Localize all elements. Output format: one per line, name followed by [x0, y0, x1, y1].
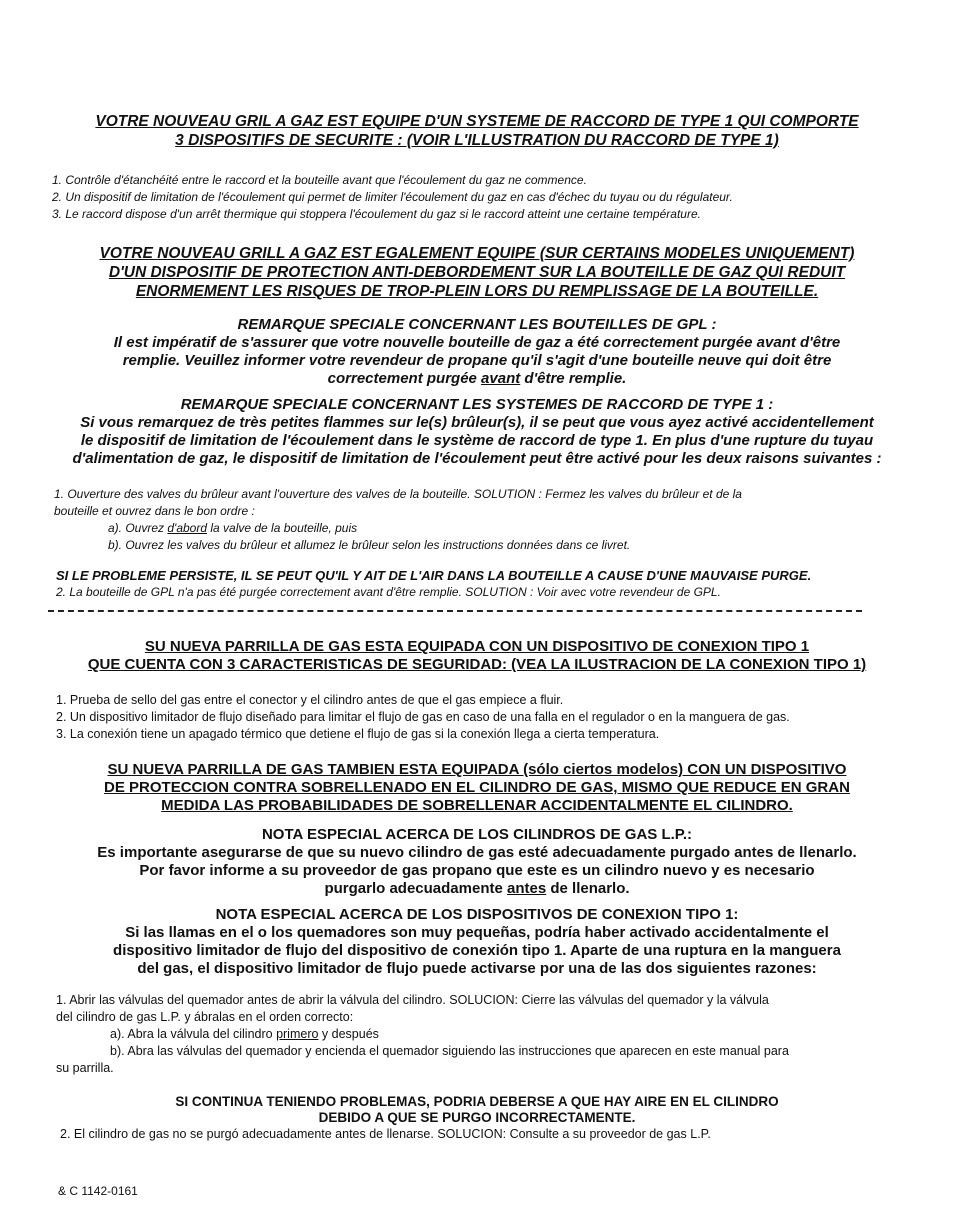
document-code: & C 1142-0161 [58, 1184, 138, 1198]
fr-persist-warning: SI LE PROBLEME PERSISTE, IL SE PEUT QU'IL Y AIT DE L'AIR DANS LA BOUTEILLE A CAUSE D'UNE MAUVAISE PURGE. 2. La bouteille de GPL n'a pas été purgée correctement avant d'être remplie. SOLUTION : Voir avec votre revendeur de GPL. [56, 568, 812, 599]
list-item: 2. Un dispositif de limitation de l'écoulement qui permet de limiter l'écoulement du gaz en cas d'échec du tuyau ou du régulateur. [52, 190, 733, 204]
note-heading: NOTA ESPECIAL ACERCA DE LOS DISPOSITIVOS DE CONEXION TIPO 1: [215, 906, 739, 923]
fr-overfill-title: VOTRE NOUVEAU GRILL A GAZ EST EGALEMENT EQUIPE (SUR CERTAINS MODELES UNIQUEMENT) D'UN DISPOSITIF DE PROTECTION ANTI-DEBORDEMENT SUR LA BOUTEILLE DE GAZ QUI REDUIT ENORMEMENT LES RISQUES DE TROP-PLEIN LORS DU REMPLISSAGE DE LA BOUTEILLE. [99, 245, 855, 300]
es-reason-1: 1. Abrir las válvulas del quemador antes de abrir la válvula del cilindro. SOLUCION: Cierre las válvulas del quemador y la válvula del cilindro de gas L.P. y ábralas en el orden correcto: a). Abra la válvula del cilindro primero y después b). Abra las válvulas del quemador y encienda el quemador siguiendo las instrucciones que aparecen en este manual para su parrilla. [56, 993, 789, 1075]
fr-type1-title: VOTRE NOUVEAU GRIL A GAZ EST EQUIPE D'UN SYSTEME DE RACCORD DE TYPE 1 QUI COMPORTE 3 DISPOSITIFS DE SECURITE : (VOIR L'ILLUSTRATION DU RACCORD DE TYPE 1) [95, 113, 859, 149]
fr-gpl-note: REMARQUE SPECIALE CONCERNANT LES BOUTEILLES DE GPL : Il est impératif de s'assurer que votre nouvelle bouteille de gaz a été correctement purgée avant d'être remplie. Veuillez informer votre revendeur de propane qu'il s'agit d'une bouteille neuve qui doit être correctement purgée avant d'être remplie. [30, 316, 924, 388]
fr-reason-1: 1. Ouverture des valves du brûleur avant l'ouverture des valves de la bouteille. SOLUTION : Fermez les valves du brûleur et de la bouteille et ouvrez dans le bon ordre : a). Ouvrez d'abord la valve de la bouteille, puis b). Ouvrez les valves du brûleur et allumez le brûleur selon les instructions données dans ce livret. [54, 487, 742, 552]
note-heading: REMARQUE SPECIALE CONCERNANT LES BOUTEILLES DE GPL : [237, 316, 717, 333]
list-item: 2. Un dispositivo limitador de flujo diseñado para limitar el flujo de gas en caso de una falla en el regulador o en la manguera de gas. [56, 710, 790, 724]
es-type1-title: SU NUEVA PARRILLA DE GAS ESTA EQUIPADA CON UN DISPOSITIVO DE CONEXION TIPO 1 QUE CUENTA CON 3 CARACTERISTICAS DE SEGURIDAD: (VEA LA ILUSTRACION DE LA CONEXION TIPO 1) [87, 638, 867, 673]
note-heading: NOTA ESPECIAL ACERCA DE LOS CILINDROS DE GAS L.P.: [261, 826, 693, 843]
fr-safety-list [52, 172, 902, 223]
list-item: 1. Prueba de sello del gas entre el conector y el cilindro antes de que el gas empiece a fluir. [56, 693, 564, 707]
es-lp-note: NOTA ESPECIAL ACERCA DE LOS CILINDROS DE GAS L.P.: Es importante asegurarse de que su nuevo cilindro de gas esté adecuadamente purgado antes de llenarlo. Por favor informe a su proveedor de gas propano que este es un cilindro nuevo y es necesario purgarlo adecuadamente antes de llenarlo. [30, 826, 924, 898]
es-safety-list [56, 692, 906, 743]
es-type1-note: NOTA ESPECIAL ACERCA DE LOS DISPOSITIVOS DE CONEXION TIPO 1: Si las llamas en el o los quemadores son muy pequeñas, podría haber activado accidentalmente el dispositivo limitador de flujo del dispositivo de conexión tipo 1. Aparte de una ruptura en la manguera del gas, el dispositivo limitador de flujo puede activarse por una de las dos siguientes razones: [30, 906, 924, 978]
list-item: 3. La conexión tiene un apagado térmico que detiene el flujo de gas si la conexión llega a cierta temperatura. [56, 727, 660, 741]
list-item: 1. Contrôle d'étanchéité entre le raccord et la bouteille avant que l'écoulement du gaz ne commence. [52, 173, 587, 187]
note-heading: REMARQUE SPECIALE CONCERNANT LES SYSTEMES DE RACCORD DE TYPE 1 : [180, 396, 774, 413]
fr-type1-note: REMARQUE SPECIALE CONCERNANT LES SYSTEMES DE RACCORD DE TYPE 1 : Si vous remarquez de très petites flammes sur le(s) brûleur(s), il se peut que vous ayez activé accidentellement le dispositif de limitation de l'écoulement dans le système de raccord de type 1. En plus d'une rupture du tuyau d'alimentation de gaz, le dispositif de limitation de l'écoulement peut être activé pour les deux raisons suivantes : [30, 396, 924, 468]
es-overfill-title: SU NUEVA PARRILLA DE GAS TAMBIEN ESTA EQUIPADA (sólo ciertos modelos) CON UN DISPOSITIVO DE PROTECCION CONTRA SOBRELLENADO EN EL CILINDRO DE GAS, MISMO QUE REDUCE EN GRAN MEDIDA LAS PROBABILIDADES DE SOBRELLENAR ACCIDENTALMENTE EL CILINDRO. [104, 761, 850, 814]
es-persist-warning: SI CONTINUA TENIENDO PROBLEMAS, PODRIA DEBERSE A QUE HAY AIRE EN EL CILINDRO DEBIDO A QUE SE PURGO INCORRECTAMENTE. [175, 1094, 779, 1125]
es-reason-2: 2. El cilindro de gas no se purgó adecuadamente antes de llenarse. SOLUCION: Consulte a su proveedor de gas L.P. [60, 1127, 711, 1141]
section-divider [48, 610, 862, 612]
list-item: 3. Le raccord dispose d'un arrêt thermique qui stoppera l'écoulement du gaz si le raccord atteint une certaine température. [52, 207, 701, 221]
